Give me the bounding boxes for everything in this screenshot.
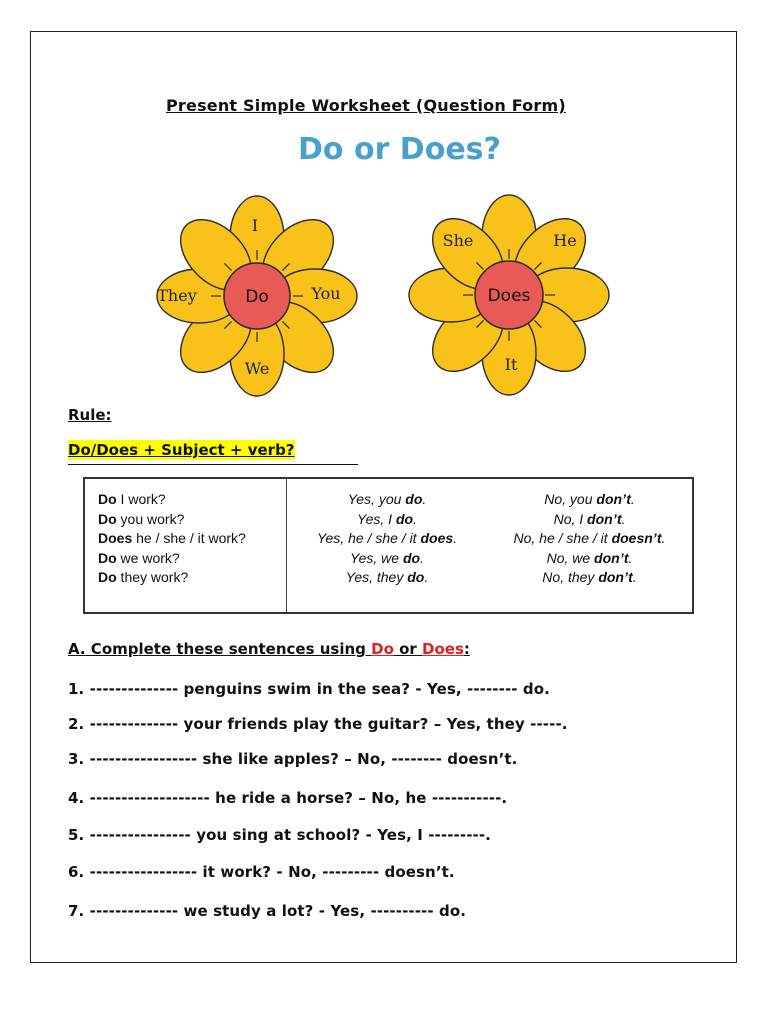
question-row: [98, 529, 286, 549]
exercise-text: . ---------------- you sing at school? - Yes, I ---------.: [78, 826, 491, 844]
exercise-number: 1: [68, 680, 79, 698]
exercise-item: [68, 715, 568, 733]
exercise-item: [68, 789, 507, 807]
answer-post: .: [453, 530, 458, 546]
answer-aux: don’t: [587, 510, 622, 527]
no-answer-row: [487, 510, 692, 530]
flower-does-petal-she: She: [442, 231, 474, 250]
no-answers-column: [487, 479, 692, 612]
exercise-text: . ----------------- it work? - No, --------- doesn’t.: [78, 863, 455, 881]
flower-does-petal-it: It: [504, 355, 518, 374]
yes-answer-row: [287, 549, 487, 569]
answer-aux: don’t: [594, 549, 629, 566]
yes-answer-row: [287, 510, 487, 530]
flower-do: [157, 196, 357, 396]
answer-post: .: [621, 510, 626, 527]
answer-post: .: [632, 569, 637, 585]
question-aux: Do: [98, 510, 117, 527]
no-answer-row: [487, 490, 692, 510]
yes-answers-column: [287, 479, 487, 612]
answer-pre: No, they: [542, 569, 599, 585]
exercise-number: 6: [68, 863, 79, 881]
exercise-text: . -------------- your friends play the guitar? – Yes, they -----.: [78, 715, 568, 733]
question-rest: you work?: [116, 510, 185, 527]
no-answer-row: [487, 549, 692, 569]
answer-aux: don’t: [598, 569, 633, 585]
do-does-illustration: [140, 126, 650, 398]
rule-formula: Do/Does + Subject + verb?: [68, 441, 295, 459]
section-a-word-does: Does: [422, 640, 464, 658]
exercise-text: . ----------------- she like apples? – No, -------- doesn’t.: [78, 750, 518, 768]
question-row: [98, 510, 286, 530]
section-a-prefix: A. Complete these sentences using: [68, 640, 372, 658]
question-row: [98, 490, 286, 510]
section-a-suffix: :: [463, 640, 470, 658]
answer-post: .: [630, 491, 635, 507]
exercise-text: . -------------- we study a lot? - Yes, ---------- do.: [78, 902, 467, 920]
question-aux: Do: [98, 549, 117, 566]
question-rest: he / she / it work?: [132, 530, 246, 546]
answer-aux: does: [420, 530, 454, 546]
answer-pre: No, you: [544, 491, 597, 507]
yes-answer-row: [287, 568, 487, 588]
question-aux: Do: [98, 569, 117, 585]
answer-post: .: [422, 491, 427, 507]
answer-post: .: [420, 549, 424, 566]
answer-pre: Yes, they: [345, 569, 408, 585]
question-aux: Do: [98, 491, 117, 507]
answer-aux: do: [395, 510, 414, 527]
answer-pre: Yes, he / she / it: [316, 530, 421, 546]
answer-pre: No, he / she / it: [513, 530, 612, 546]
no-answer-row: [487, 568, 692, 588]
answer-pre: No, we: [546, 549, 595, 566]
question-rest: we work?: [116, 549, 180, 566]
worksheet-title: Present Simple Worksheet (Question Form): [166, 96, 566, 115]
flower-does-center-label: Does: [487, 286, 531, 306]
flower-do-center-label: Do: [245, 287, 269, 307]
exercise-number: 5: [68, 826, 79, 844]
exercise-text: . ------------------- he ride a horse? – No, he -----------.: [78, 789, 508, 807]
answer-aux: do: [405, 491, 423, 507]
subtitle: Do or Does?: [298, 132, 501, 167]
flower-do-petal-they: They: [157, 286, 197, 305]
section-a-middle: or: [393, 640, 423, 658]
answer-pre: No, I: [553, 510, 588, 527]
exercise-text: . -------------- penguins swim in the sea? - Yes, -------- do.: [78, 680, 550, 698]
answer-pre: Yes, we: [350, 549, 403, 566]
answer-pre: Yes, you: [347, 491, 406, 507]
grammar-table: [83, 477, 694, 614]
answer-post: .: [628, 549, 633, 566]
answer-post: .: [413, 510, 417, 527]
flower-do-petal-we: We: [244, 359, 270, 378]
question-aux: Does: [98, 530, 133, 546]
answer-post: .: [661, 530, 666, 546]
flower-does-petal-he: He: [553, 231, 577, 250]
answer-pre: Yes, I: [357, 510, 396, 527]
question-row: [98, 549, 286, 569]
exercise-item: [68, 902, 466, 920]
answer-aux: don’t: [596, 491, 631, 507]
rule-label: Rule:: [68, 406, 112, 424]
section-a-title: [68, 640, 470, 658]
exercise-item: [68, 863, 455, 881]
questions-column: [85, 479, 287, 612]
question-rest: they work?: [116, 569, 189, 585]
exercise-item: [68, 680, 550, 698]
flower-does: [409, 195, 609, 395]
exercise-number: 7: [68, 902, 79, 920]
answer-aux: doesn’t: [611, 530, 662, 546]
rule-formula-line: [68, 440, 358, 465]
yes-answer-row: [287, 490, 487, 510]
exercise-number: 4: [68, 789, 79, 807]
no-answer-row: [487, 529, 692, 549]
exercise-number: 2: [68, 715, 79, 733]
question-row: [98, 568, 286, 588]
question-rest: I work?: [116, 491, 166, 507]
answer-aux: do: [402, 549, 421, 566]
flower-do-petal-i: I: [251, 216, 259, 235]
flower-do-petal-you: You: [311, 284, 341, 303]
exercise-number: 3: [68, 750, 79, 768]
exercise-item: [68, 750, 517, 768]
section-a-word-do: Do: [371, 640, 394, 658]
answer-post: .: [424, 569, 429, 585]
yes-answer-row: [287, 529, 487, 549]
answer-aux: do: [407, 569, 425, 585]
exercise-item: [68, 826, 491, 844]
